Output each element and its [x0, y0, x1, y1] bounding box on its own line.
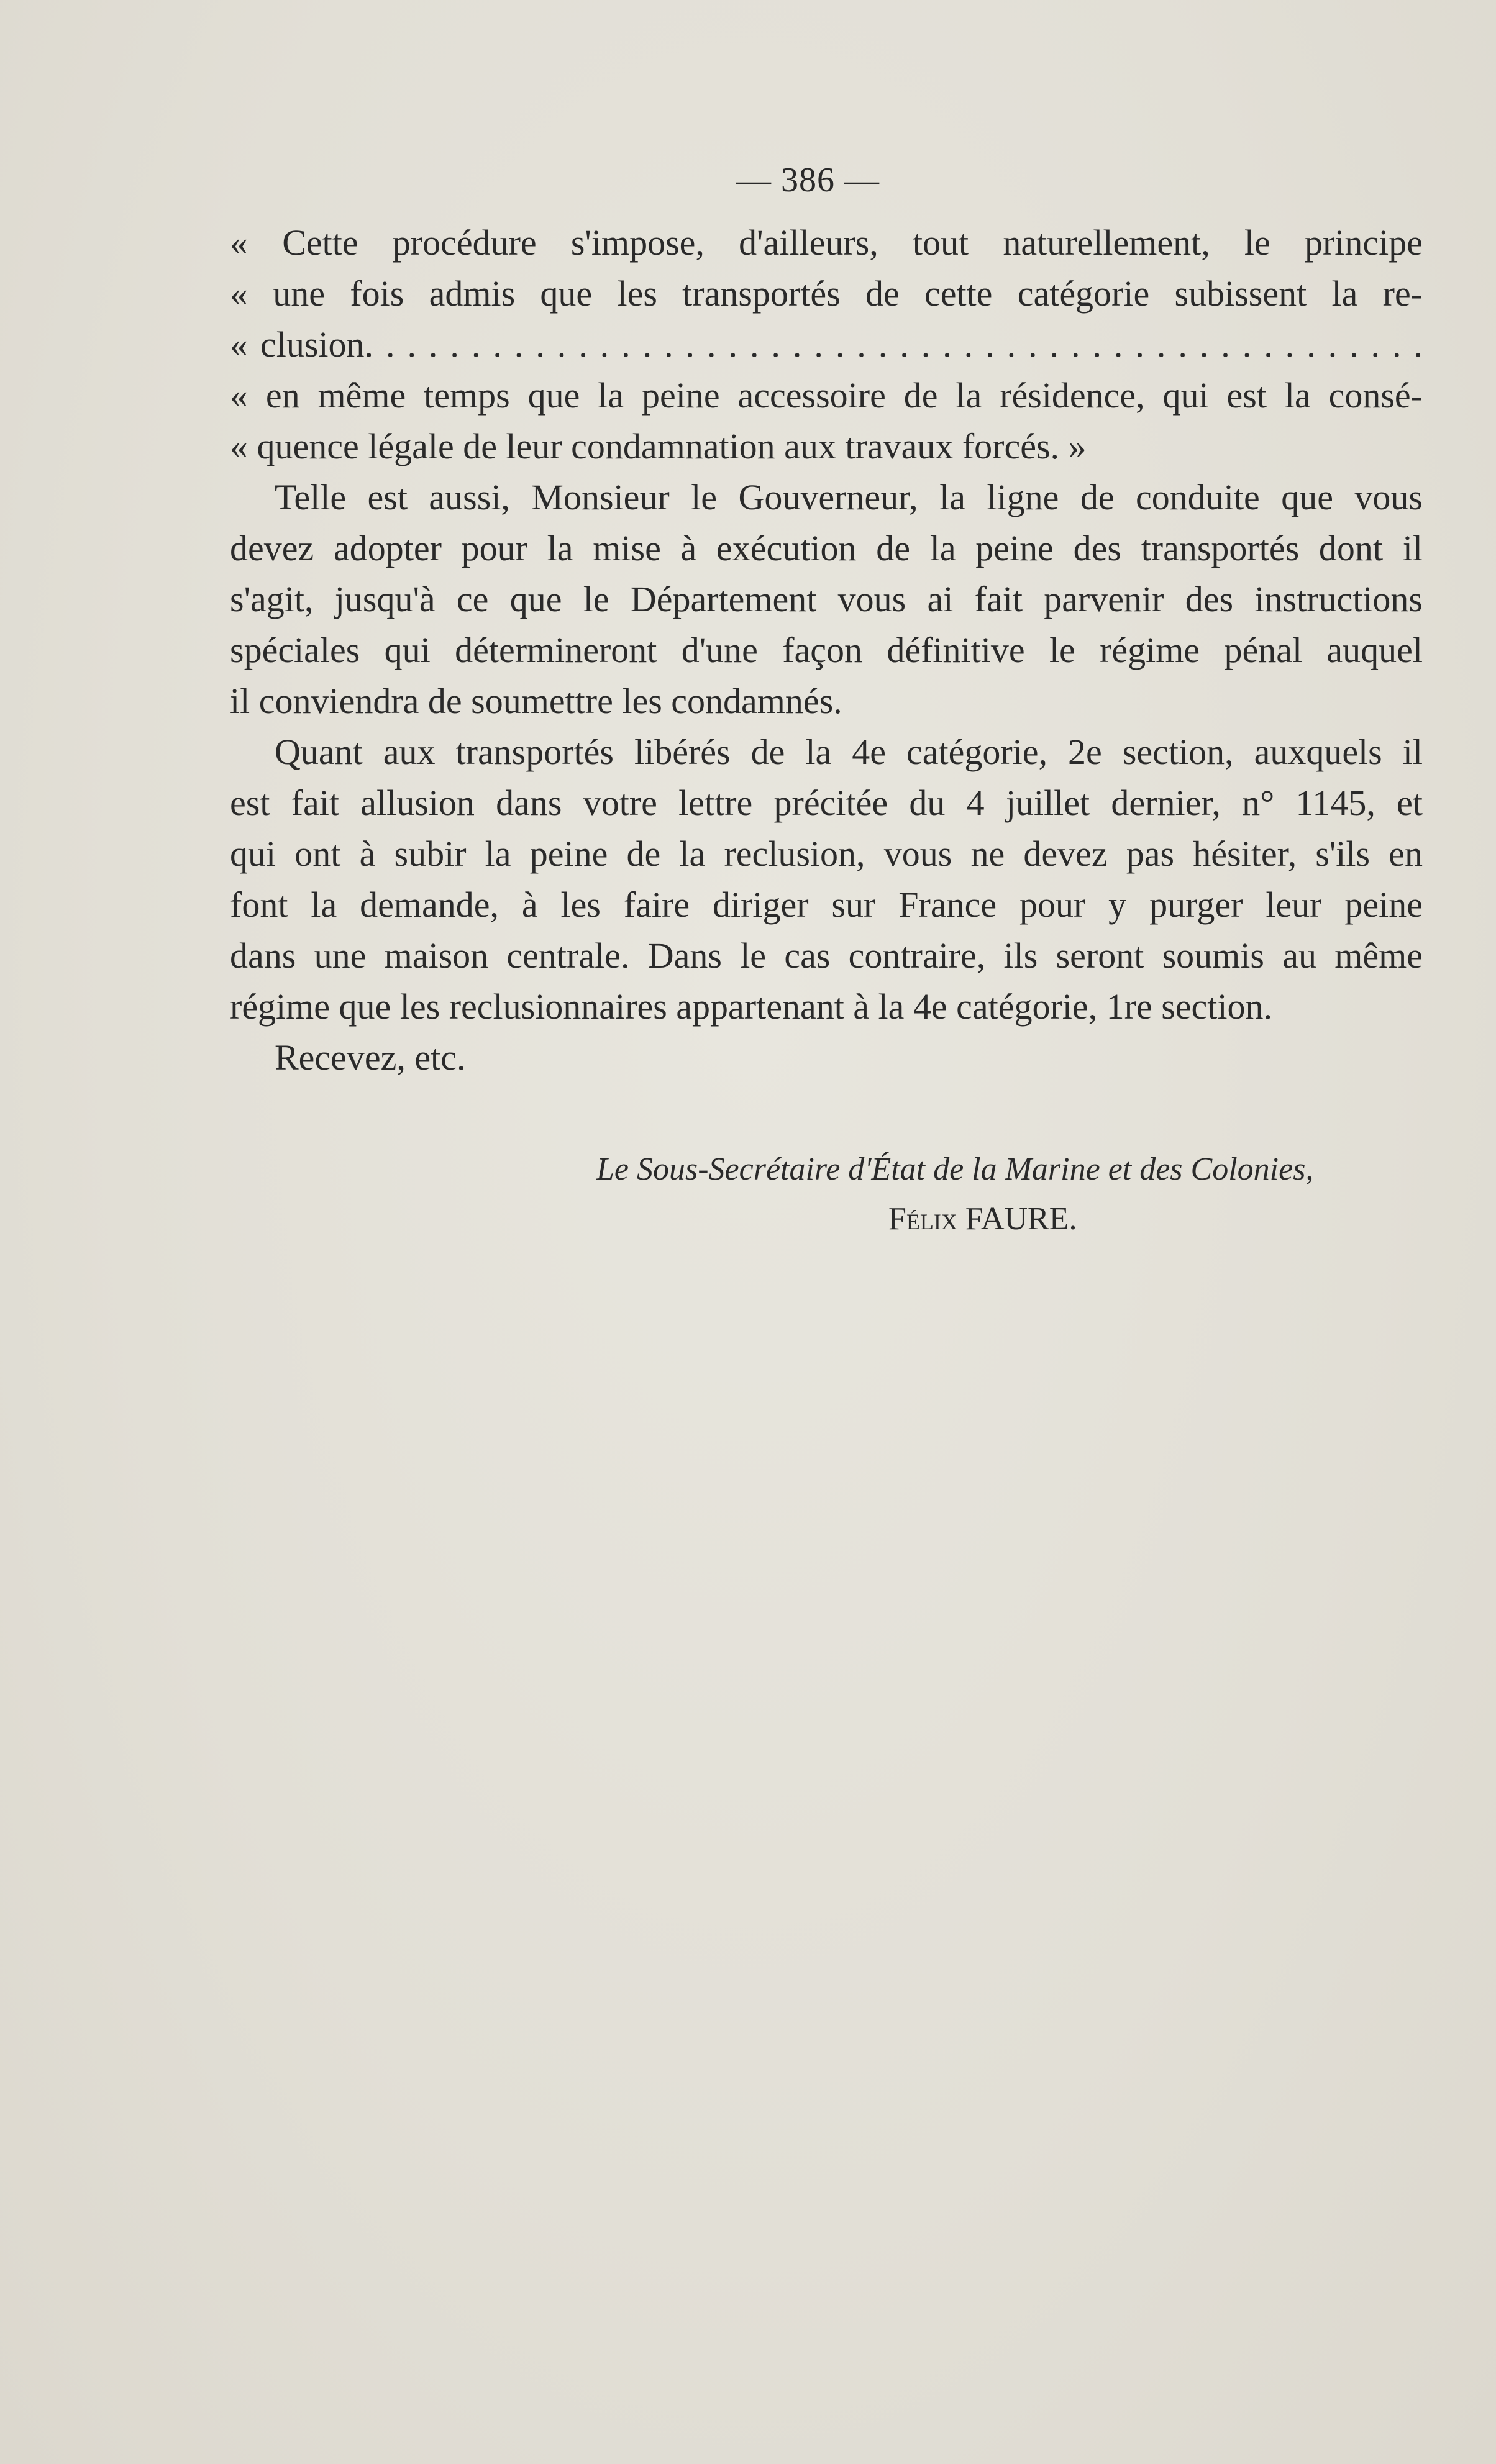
text-line: régime que les reclusionnaires appartenant à la 4e catégorie, 1re section.: [230, 986, 1273, 1027]
text-line: devez adopter pour la mise à exécution de la peine des transportés dont il: [230, 528, 1423, 568]
body-text: [230, 217, 1423, 1083]
text-line: « Cette procédure s'impose, d'ailleurs, tout naturellement, le principe: [230, 222, 1423, 263]
text-line: dans une maison centrale. Dans le cas contraire, ils seront soumis au même: [230, 935, 1423, 976]
text-line: spéciales qui détermineront d'une façon définitive le régime pénal auquel: [230, 630, 1423, 670]
text-line: qui ont à subir la peine de la reclusion, vous ne devez pas hésiter, s'ils en: [230, 834, 1423, 874]
text-line: font la demande, à les faire diriger sur France pour y purger leur peine: [230, 884, 1423, 925]
text-line: Quant aux transportés libérés de la 4e catégorie, 2e section, auxquels il: [275, 732, 1423, 772]
text-line: Recevez, etc.: [275, 1037, 466, 1078]
page-number: — 386 —: [736, 161, 880, 199]
text-line: « une fois admis que les transportés de cette catégorie subissent la re-: [230, 273, 1423, 314]
text-line: « en même temps que la peine accessoire de la résidence, qui est la consé-: [230, 375, 1423, 416]
signature-name: Félix FAURE.: [888, 1201, 1077, 1237]
text-line: il conviendra de soumettre les condamnés.: [230, 681, 842, 721]
text-line: est fait allusion dans votre lettre précitée du 4 juillet dernier, n° 1145, et: [230, 783, 1423, 823]
signature-title: Le Sous-Secrétaire d'État de la Marine et des Colonies,: [596, 1152, 1314, 1187]
text-line: « quence légale de leur condamnation aux travaux forcés. »: [230, 426, 1087, 466]
text-line: « clusion. . . . . . . . . . . . . . . . . . . . . . . . . . . . . . . . . . . . . . . . . . . . . . . . . .: [230, 324, 1423, 365]
signature-block: [596, 1145, 1423, 1244]
text-line: s'agit, jusqu'à ce que le Département vous ai fait parvenir des instructions: [230, 579, 1423, 619]
text-line: Telle est aussi, Monsieur le Gouverneur, la ligne de conduite que vous: [275, 477, 1423, 517]
